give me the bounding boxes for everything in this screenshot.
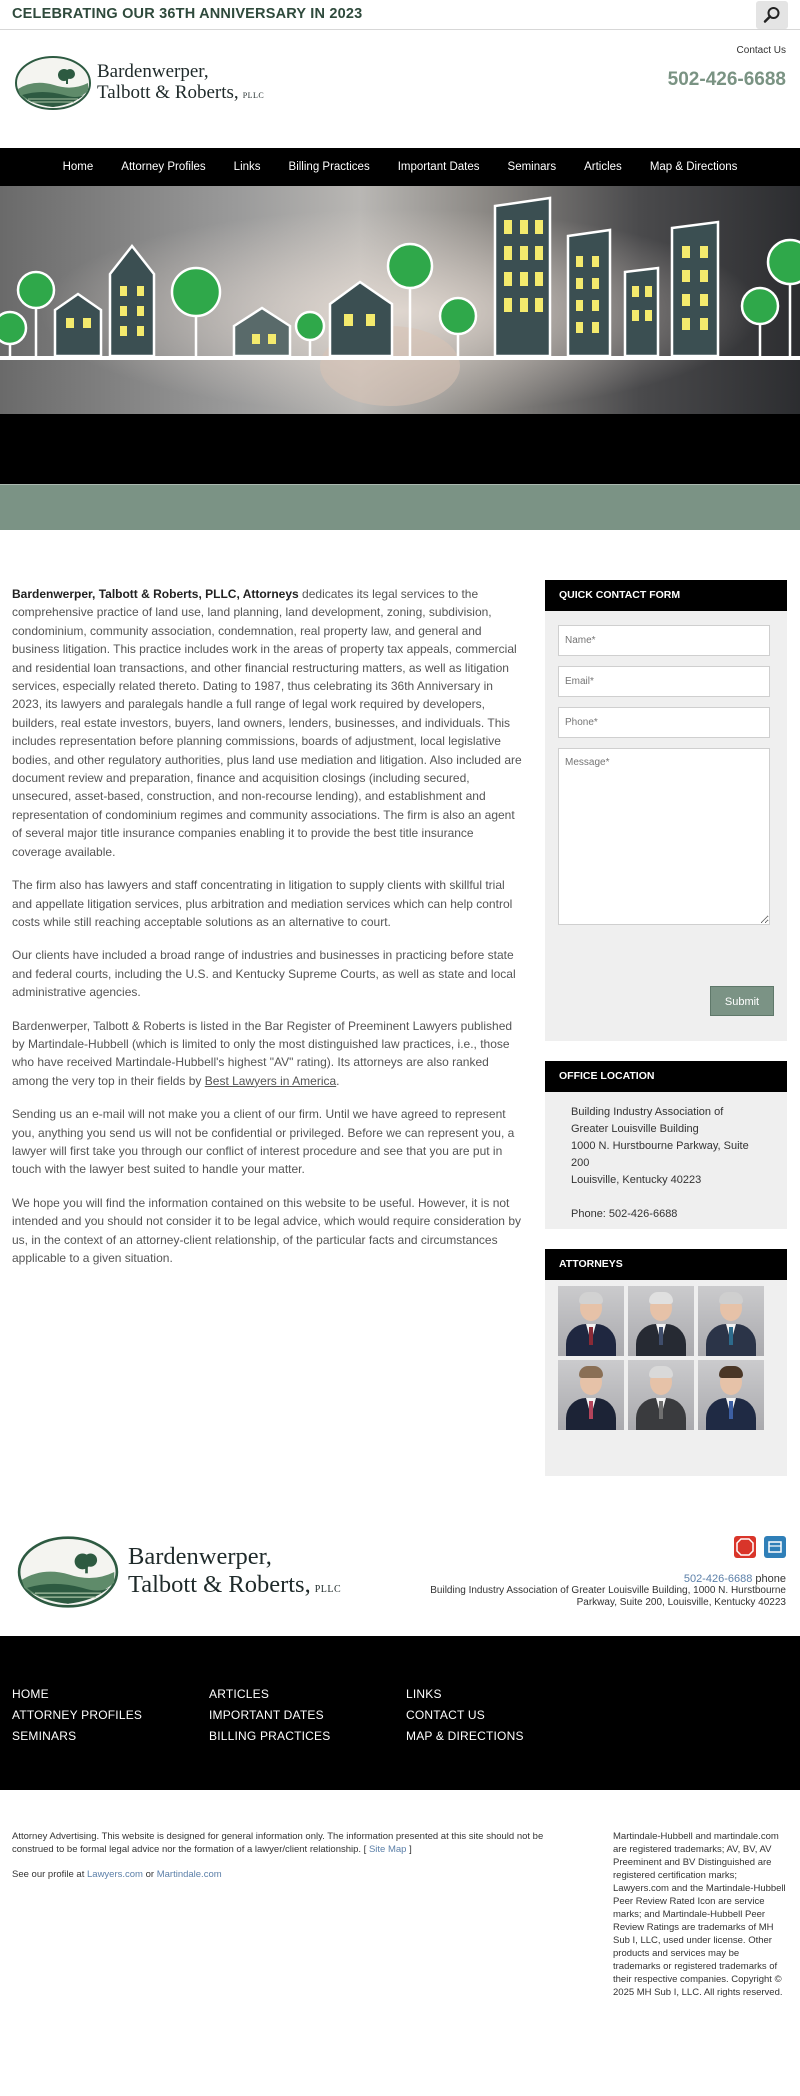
footer-nav-col-1: [12, 1684, 142, 1747]
legal-advice-paragraph: We hope you will find the information contained on this website to be useful. However, it is not intended and you should not consider it to be legal advice, which would require consideration by us, in the context of an attorney-client relationship, of the particular facts and circumstances applicable to a given situation.: [12, 1195, 521, 1265]
nav-map-directions[interactable]: Map & Directions: [649, 161, 738, 173]
footer-logo-wordmark[interactable]: [128, 1543, 341, 1604]
disclaimer-body: Attorney Advertising. This website is designed for general information only. The information presented at this site should not be construed to be formal legal advice nor the formation of a lawyer/client relationship. [: [12, 1831, 544, 1855]
lawyers-badge-icon[interactable]: [734, 1536, 756, 1558]
profile-prefix: See our profile at: [12, 1869, 87, 1880]
footer-links[interactable]: LINKS: [406, 1687, 442, 1701]
logo-line-2: Talbott & Roberts,: [97, 82, 239, 103]
footer-contact-us[interactable]: CONTACT US: [406, 1708, 485, 1722]
search-button[interactable]: [756, 1, 788, 29]
footer-address: Building Industry Association of Greater Louisville Building, 1000 N. Hurstbourne Parkway, Suite 200, Louisville, Kentucky 40223: [430, 1585, 786, 1608]
footer-attorney-profiles[interactable]: ATTORNEY PROFILES: [12, 1708, 143, 1722]
footer-nav-col-3: [406, 1684, 524, 1747]
profile-or: or: [142, 1869, 157, 1880]
sidebar: [545, 580, 787, 1476]
quick-contact-form: [545, 611, 787, 1041]
trademark-notice: Martindale-Hubbell and martindale.com are registered trademarks; AV, BV, AV Preeminent and BV Distinguished are registered certification marks; Lawyers.com and the Martindale-Hubbell Peer Review Rated Icon are service marks; and Martindale-Hubbell Peer Review Ratings are trademarks of MH Sub I, LLC, used under license. Other products and services may be trademarks or registered trademarks of their respective companies. Copyright © 2025 MH Sub I, LLC. All rights reserved.: [613, 1831, 786, 1998]
attorney-photo[interactable]: [558, 1360, 624, 1430]
footer-articles[interactable]: ARTICLES: [209, 1687, 270, 1701]
footer-logo-pllc: PLLC: [314, 1584, 342, 1595]
footer-seminars[interactable]: SEMINARS: [12, 1729, 77, 1743]
nav-articles[interactable]: Articles: [584, 161, 622, 173]
intro-text: dedicates its legal services to the comprehensive practice of land use, land planning, land development, zoning, subdivision, condominium, community association, condemnation, real property law, and general and business litigation. This practice includes work in the areas of property tax appeals, commercial and residential loan transactions, and other financial restructuring matters, as well as litigation services, especially related thereto. Dating to 1987, thus celebrating its 36th Anniversary in 2023, its lawyers and paralegals handle a full range of legal work required by developers, builders, real estate investors, buyers, land owners, lenders, businesses, and individuals. This includes representation before planning commissions, boards of adjustment, local legislative bodies, and other regulatory authorities, plus land use mediation and litigation. Also included are document review and preparation, finance and acquisition closings (including secured, unsecured, asset-based, construction, and non-recourse lending), and establishment and representation of condominium regimes and community associations. The firm is also an agent of several major title insurance companies enabling it to provide the best title insurance coverage available.: [12, 587, 522, 859]
email-disclaimer-paragraph: Sending us an e-mail will not make you a client of our firm. Until we have agreed to represent you, anything you send us will not be confidential or privileged. Before we can represent you, a lawyer will first take you through our conflict of interest procedure and see that you are put in touch with the lawyer best suited to handle your matter.: [12, 1107, 515, 1177]
footer-home[interactable]: HOME: [12, 1687, 49, 1701]
quick-contact-title: QUICK CONTACT FORM: [545, 580, 787, 611]
search-icon: [763, 6, 781, 24]
office-line-3: 1000 N. Hurstbourne Parkway, Suite: [571, 1140, 749, 1152]
footer-nav: [0, 1636, 800, 1790]
office-location: [545, 1092, 787, 1229]
clients-paragraph: Our clients have included a broad range of industries and businesses in practicing before state and federal courts, including the U.S. and Kentucky Supreme Courts, as well as state and local administrative agencies.: [12, 948, 516, 1000]
attorney-photo[interactable]: [628, 1286, 694, 1356]
email-input[interactable]: [558, 666, 770, 697]
intro-paragraph: [12, 585, 522, 861]
litigation-paragraph: The firm also has lawyers and staff concentrating in litigation to supply clients with skillful trial and appellate litigation services, plus arbitration and mediation services which can help control costs while still reaching acceptable solutions as an alternative to court.: [12, 878, 513, 929]
footer-logo-line-2: Talbott & Roberts,: [128, 1571, 311, 1598]
legal-disclaimer: [12, 1830, 582, 1881]
firm-name: Bardenwerper, Talbott & Roberts, PLLC, Attorneys: [12, 587, 299, 601]
office-line-4: 200: [571, 1157, 590, 1169]
attorney-photo[interactable]: [558, 1286, 624, 1356]
hero-illustration: [0, 186, 800, 414]
footer-important-dates[interactable]: IMPORTANT DATES: [209, 1708, 324, 1722]
attorney-photo[interactable]: [698, 1286, 764, 1356]
main-content: [12, 585, 522, 1282]
footer-map-directions[interactable]: MAP & DIRECTIONS: [406, 1729, 524, 1743]
nav-attorney-profiles[interactable]: Attorney Profiles: [121, 161, 206, 173]
office-phone[interactable]: Phone: 502-426-6688: [571, 1208, 678, 1220]
site-map-link[interactable]: Site Map: [368, 1844, 407, 1855]
footer-phone-suffix: phone: [752, 1573, 786, 1585]
disclaimer-text: [12, 1830, 582, 1856]
submit-button[interactable]: Submit: [710, 986, 774, 1016]
name-input[interactable]: [558, 625, 770, 656]
office-line-2: Greater Louisville Building: [571, 1123, 699, 1135]
footer-logo-emblem[interactable]: [14, 1535, 122, 1614]
ratings-paragraph: [12, 1017, 522, 1091]
anniversary-text: CELEBRATING OUR 36TH ANNIVERSARY IN 2023: [12, 6, 363, 22]
message-textarea[interactable]: [558, 748, 770, 925]
footer-phone[interactable]: 502-426-6688: [683, 1573, 753, 1585]
main-nav: [0, 148, 800, 186]
logo-line-1: Bardenwerper,: [97, 61, 209, 82]
hero-dark-strip: [0, 414, 800, 484]
lawyers-com-link[interactable]: Lawyers.com: [87, 1869, 143, 1880]
badge-row: [734, 1536, 786, 1558]
attorney-photo[interactable]: [628, 1360, 694, 1430]
hero-banner: [0, 186, 800, 414]
logo-emblem[interactable]: [14, 55, 92, 116]
nav-links[interactable]: Links: [233, 161, 261, 173]
anniversary-bar: [0, 0, 800, 30]
ratings-text: Bardenwerper, Talbott & Roberts is listed in the Bar Register of Preeminent Lawyers published by Martindale-Hubbell (which is limited to only the most distinguished law practices, i.e., those who have received Martindale-Hubbell's highest "AV" rating). Its attorneys are also ranked among the very top in their fields by: [12, 1018, 513, 1088]
footer-billing-practices[interactable]: BILLING PRACTICES: [209, 1729, 331, 1743]
office-line-1: Building Industry Association of: [571, 1106, 724, 1118]
logo-pllc: PLLC: [242, 91, 265, 100]
nav-seminars[interactable]: Seminars: [507, 161, 557, 173]
phone-input[interactable]: [558, 707, 770, 738]
nav-home[interactable]: Home: [62, 161, 94, 173]
attorneys-title: ATTORNEYS: [545, 1249, 787, 1280]
nav-billing-practices[interactable]: Billing Practices: [288, 161, 370, 173]
footer-nav-col-2: [209, 1684, 330, 1747]
logo-wordmark[interactable]: [97, 61, 264, 106]
profile-line: [12, 1868, 582, 1881]
attorneys-gallery: [545, 1280, 787, 1476]
attorney-photo[interactable]: [698, 1360, 764, 1430]
hero-accent-band: [0, 484, 800, 530]
ratings-end: .: [336, 1073, 340, 1088]
martindale-badge-icon[interactable]: [764, 1536, 786, 1558]
martindale-link[interactable]: Martindale.com: [156, 1869, 222, 1880]
office-location-title: OFFICE LOCATION: [545, 1061, 787, 1092]
footer-logo-line-1: Bardenwerper,: [128, 1543, 272, 1570]
office-line-5: Louisville, Kentucky 40223: [571, 1174, 702, 1186]
header-phone[interactable]: 502-426-6688: [667, 69, 786, 90]
contact-us-link[interactable]: Contact Us: [736, 45, 786, 56]
nav-important-dates[interactable]: Important Dates: [397, 161, 480, 173]
footer-phone-line: [684, 1573, 786, 1585]
site-header: [0, 31, 800, 148]
disclaimer-end: ]: [406, 1844, 412, 1855]
best-lawyers-link[interactable]: Best Lawyers in America: [204, 1073, 337, 1088]
